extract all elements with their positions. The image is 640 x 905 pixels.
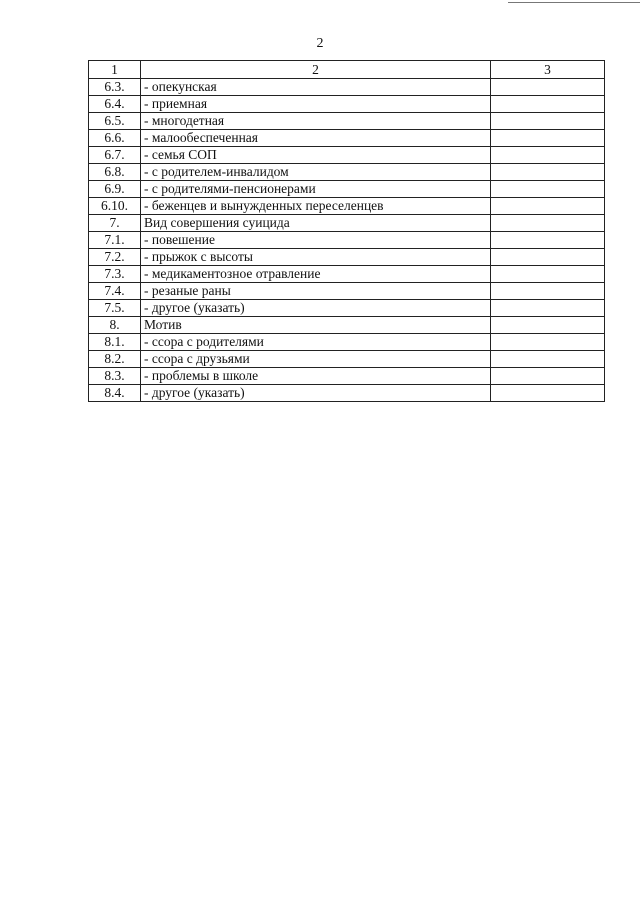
table-row bbox=[89, 283, 605, 300]
header-col-2: 2 bbox=[141, 61, 491, 79]
row-number: 7.3. bbox=[89, 266, 141, 283]
table-row bbox=[89, 96, 605, 113]
table-row bbox=[89, 300, 605, 317]
row-label: - с родителем-инвалидом bbox=[141, 164, 491, 181]
row-value bbox=[491, 283, 605, 300]
table-row bbox=[89, 351, 605, 368]
table-row bbox=[89, 317, 605, 334]
header-col-1: 1 bbox=[89, 61, 141, 79]
table-row bbox=[89, 147, 605, 164]
row-number: 8.2. bbox=[89, 351, 141, 368]
table-row bbox=[89, 198, 605, 215]
table-row bbox=[89, 334, 605, 351]
header-col-3: 3 bbox=[491, 61, 605, 79]
row-value bbox=[491, 164, 605, 181]
row-value bbox=[491, 181, 605, 198]
row-value bbox=[491, 113, 605, 130]
row-number: 7. bbox=[89, 215, 141, 232]
row-value bbox=[491, 198, 605, 215]
row-label: - другое (указать) bbox=[141, 385, 491, 402]
row-label: - приемная bbox=[141, 96, 491, 113]
table-row bbox=[89, 266, 605, 283]
row-label: Мотив bbox=[141, 317, 491, 334]
row-number: 7.2. bbox=[89, 249, 141, 266]
row-label: - повешение bbox=[141, 232, 491, 249]
row-number: 6.10. bbox=[89, 198, 141, 215]
row-label: - проблемы в школе bbox=[141, 368, 491, 385]
row-label: - другое (указать) bbox=[141, 300, 491, 317]
row-value bbox=[491, 317, 605, 334]
top-edge-rule bbox=[508, 2, 640, 3]
row-value bbox=[491, 79, 605, 96]
table-row bbox=[89, 181, 605, 198]
table-header-row bbox=[89, 61, 605, 79]
row-label: - малообеспеченная bbox=[141, 130, 491, 147]
row-number: 8.1. bbox=[89, 334, 141, 351]
row-label: - ссора с родителями bbox=[141, 334, 491, 351]
row-value bbox=[491, 351, 605, 368]
table-row bbox=[89, 164, 605, 181]
row-label: - резаные раны bbox=[141, 283, 491, 300]
page-number: 2 bbox=[316, 36, 324, 51]
table-row bbox=[89, 385, 605, 402]
row-number: 7.1. bbox=[89, 232, 141, 249]
row-number: 6.9. bbox=[89, 181, 141, 198]
table-row bbox=[89, 79, 605, 96]
row-value bbox=[491, 368, 605, 385]
row-number: 7.4. bbox=[89, 283, 141, 300]
table-row bbox=[89, 368, 605, 385]
report-table bbox=[88, 60, 605, 402]
row-value bbox=[491, 232, 605, 249]
row-number: 6.3. bbox=[89, 79, 141, 96]
row-label: - с родителями-пенсионерами bbox=[141, 181, 491, 198]
row-value bbox=[491, 130, 605, 147]
row-number: 6.5. bbox=[89, 113, 141, 130]
row-value bbox=[491, 385, 605, 402]
row-value bbox=[491, 96, 605, 113]
row-number: 6.8. bbox=[89, 164, 141, 181]
row-number: 6.4. bbox=[89, 96, 141, 113]
row-value bbox=[491, 334, 605, 351]
row-label: - прыжок с высоты bbox=[141, 249, 491, 266]
row-label: - многодетная bbox=[141, 113, 491, 130]
row-number: 8.3. bbox=[89, 368, 141, 385]
row-value bbox=[491, 300, 605, 317]
row-number: 6.6. bbox=[89, 130, 141, 147]
row-number: 8. bbox=[89, 317, 141, 334]
row-label: - ссора с друзьями bbox=[141, 351, 491, 368]
row-label: - семья СОП bbox=[141, 147, 491, 164]
table-row bbox=[89, 215, 605, 232]
row-label: - опекунская bbox=[141, 79, 491, 96]
table-row bbox=[89, 232, 605, 249]
row-label: - беженцев и вынужденных переселенцев bbox=[141, 198, 491, 215]
row-value bbox=[491, 266, 605, 283]
table-row bbox=[89, 249, 605, 266]
row-label: - медикаментозное отравление bbox=[141, 266, 491, 283]
row-value bbox=[491, 147, 605, 164]
row-number: 6.7. bbox=[89, 147, 141, 164]
row-number: 8.4. bbox=[89, 385, 141, 402]
row-value bbox=[491, 215, 605, 232]
table-row bbox=[89, 130, 605, 147]
row-value bbox=[491, 249, 605, 266]
row-label: Вид совершения суицида bbox=[141, 215, 491, 232]
table-row bbox=[89, 113, 605, 130]
row-number: 7.5. bbox=[89, 300, 141, 317]
